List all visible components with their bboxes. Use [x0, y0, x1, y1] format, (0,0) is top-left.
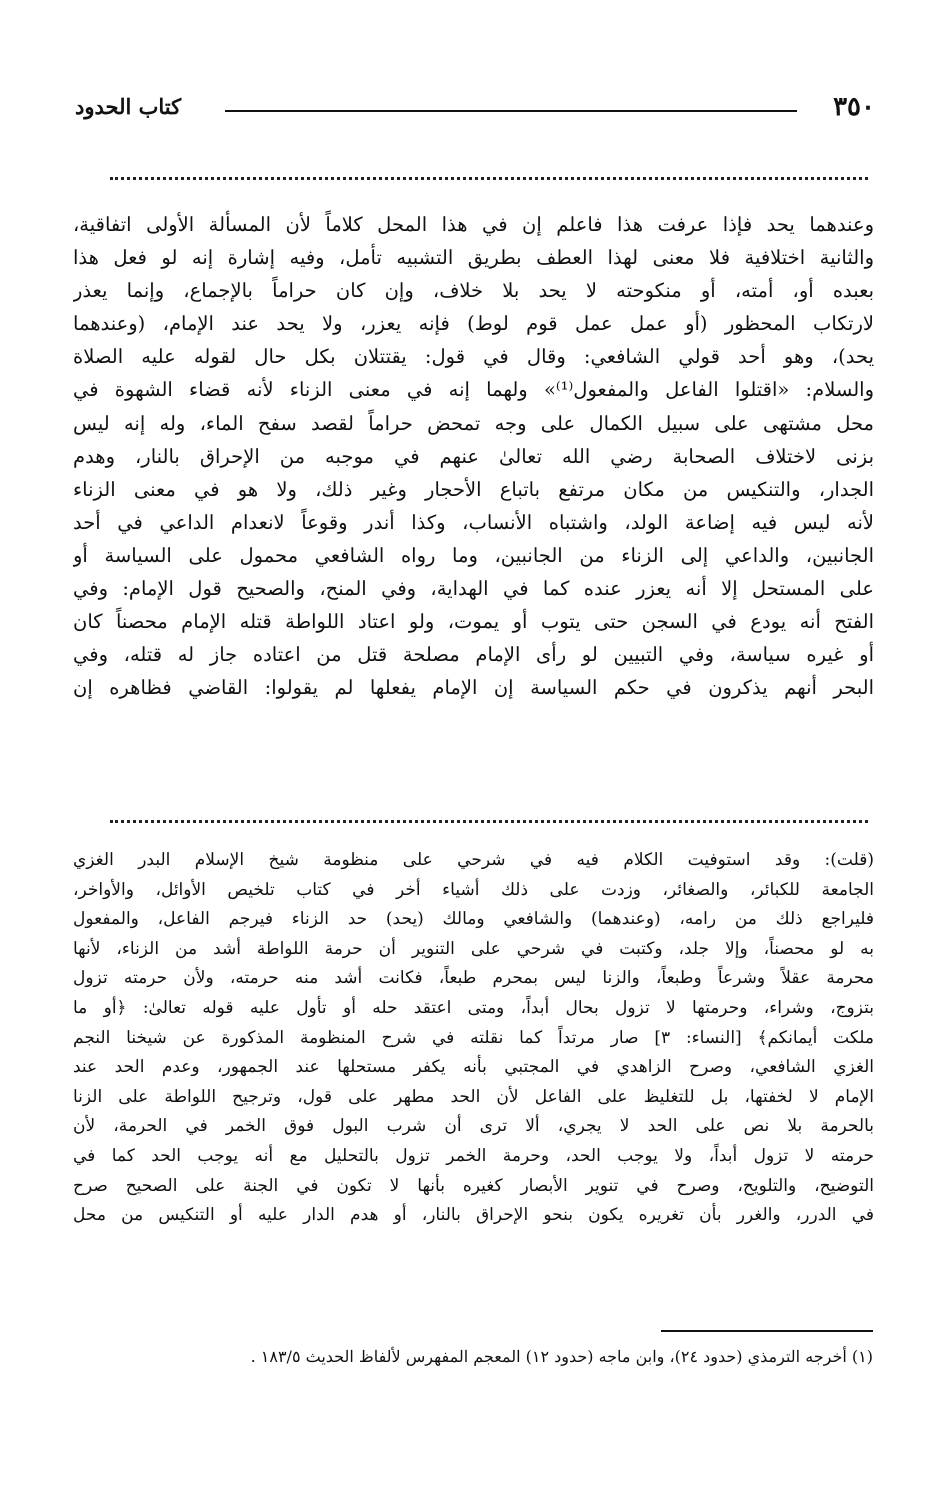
footnote: (١) أخرجه الترمذي (حدود ٢٤)، وابن ماجه (حدود ١٢) المعجم المفهرس لألفاظ الحديث ١٨٣/٥ .	[250, 1347, 873, 1366]
text-line: الفتح أنه يودع في السجن حتى يتوب أو يموت، ولو اعتاد اللواطة قتله الإمام محصناً كان	[73, 610, 874, 634]
commentary-line: فليراجع ذلك من رامه، (وعندهما) والشافعي ومالك (يحد) حد الزناء فيرجم الفاعل، والمفعول	[73, 909, 874, 930]
text-line: بعبده أو، أمته، أو منكوحته لا يحد بلا خلاف، وإن كان حراماً بالإجماع، وإنما يعذر	[73, 279, 874, 303]
commentary-line: محرمة عقلاً وشرعاً وطبعاً، والزنا ليس بمحرم طبعاً، فكانت أشد منه حرمته، ولأن حرمته تزول	[73, 968, 874, 989]
middle-dotted-divider	[110, 820, 868, 829]
text-line: الجدار، والتنكيس من مكان مرتفع باتباع الأحجار وغير ذلك، ولا هو في معنى الزناء	[73, 477, 874, 501]
text-line: يحد)، وهو أحد قولي الشافعي: وقال في قول: يقتتلان بكل حال لقوله عليه الصلاة	[73, 345, 874, 369]
text-line: والسلام: «اقتلوا الفاعل والمفعول⁽¹⁾» ولهما إنه في معنى الزناء لأنه قضاء الشهوة في	[73, 378, 874, 402]
text-line: وعندهما يحد فإذا عرفت هذا فاعلم إن في هذا المحل كلاماً لأن المسألة الأولى اتفاقية،	[73, 213, 874, 236]
main-text	[73, 208, 874, 704]
text-line: الجانبين، والداعي إلى الزناء من الجانبين، وما رواه الشافعي محمول على السياسة أو	[73, 543, 874, 567]
commentary-line: الإمام لا لخفتها، بل للتغليظ على الفاعل لأن الحد مطهر على قول، وترجيح اللواطة على الزنا	[73, 1086, 874, 1107]
text-line: بزنى لاختلاف الصحابة رضي الله تعالىٰ عنهم في موجبه من الإحراق بالنار، وهدم	[73, 444, 874, 468]
header-rule	[225, 110, 797, 112]
commentary-line: ملكت أيمانكم﴾ [النساء: ٣] صار مرتداً كما نقلته في شرح المنظومة المذكورة عن شيخنا النجم	[73, 1027, 874, 1048]
book-title: كتاب الحدود	[75, 94, 182, 119]
text-line: محل مشتهى على سبيل الكمال على وجه تمحض حراماً لقصد سفح الماء، وله إنه ليس	[73, 411, 874, 435]
commentary-line: بالحرمة بلا نص على الحد لا يجري، ألا ترى أن شرب البول فوق الخمر في الحرمة، لأن	[73, 1116, 874, 1137]
text-line: البحر أنهم يذكرون في حكم السياسة إن الإمام يفعلها لم يقولوا: القاضي فظاهره إن	[73, 676, 874, 700]
text-line: والثانية اختلافية فلا معنى لهذا العطف بطريق التشبيه تأمل، وفيه إشارة إنه لو فعل هذا	[73, 246, 874, 270]
commentary-line: الجامعة للكبائر، والصغائر، وزدت على ذلك أشياء أخر في كتاب تلخيص الأوائل، والأواخر،	[73, 879, 874, 900]
commentary-line: حرمته لا تزول أبداً، ولا يوجب الحد، وحرمة الخمر تزول بالتحليل مع أنه يوجب الحد كما في	[73, 1145, 874, 1166]
commentary-line: به لو محصناً، وإلا جلد، وكتبت في شرحي على التنوير أن حرمة اللواطة أشد من الزناء، لأنها	[73, 938, 874, 959]
footnote-rule	[661, 1330, 873, 1332]
page-number: ٣٥٠	[833, 92, 875, 122]
commentary-line: (قلت): وقد استوفيت الكلام فيه في شرحي على منظومة شيخ الإسلام البدر الغزي	[73, 850, 874, 870]
commentary-text	[73, 846, 874, 1231]
text-line: على المستحل إلا أنه يعزر عنده كما في الهداية، وفي المنح، والصحيح قول الإمام: وفي	[73, 577, 874, 601]
commentary-line: التوضيح، والتلويح، وصرح في تنوير الأبصار كغيره بأنها لا تكون في الجنة على الصحيح صرح	[73, 1175, 874, 1196]
commentary-line: الغزي الشافعي، وصرح الزاهدي في المجتبي بأنه يكفر مستحلها عند الجمهور، وعدم الحد عند	[73, 1057, 874, 1078]
page-header	[75, 92, 875, 128]
text-line: أو غيره سياسة، وفي التبيين لو رأى الإمام مصلحة قتل من اعتاده جاز له قتله، وفي	[73, 643, 874, 667]
text-line: لارتكاب المحظور (أو عمل عمل قوم لوط) فإنه يعزر، ولا يحد عند الإمام، (وعندهما	[73, 312, 874, 336]
commentary-line: في الدرر، والغرر بأن تغريره يكون بنحو الإحراق بالنار، أو هدم الدار عليه أو التنكيس من محل	[73, 1205, 874, 1226]
top-dotted-divider	[110, 177, 868, 186]
commentary-line: بتزوج، وشراء، وحرمتها لا تزول بحال أبداً، ومتى اعتقد حله أو تأول عليه قوله تعالىٰ: ﴿أو ما	[73, 997, 874, 1018]
text-line: لأنه ليس فيه إضاعة الولد، واشتباه الأنساب، وكذا أندر وقوعاً لانعدام الداعي في أحد	[73, 510, 874, 534]
